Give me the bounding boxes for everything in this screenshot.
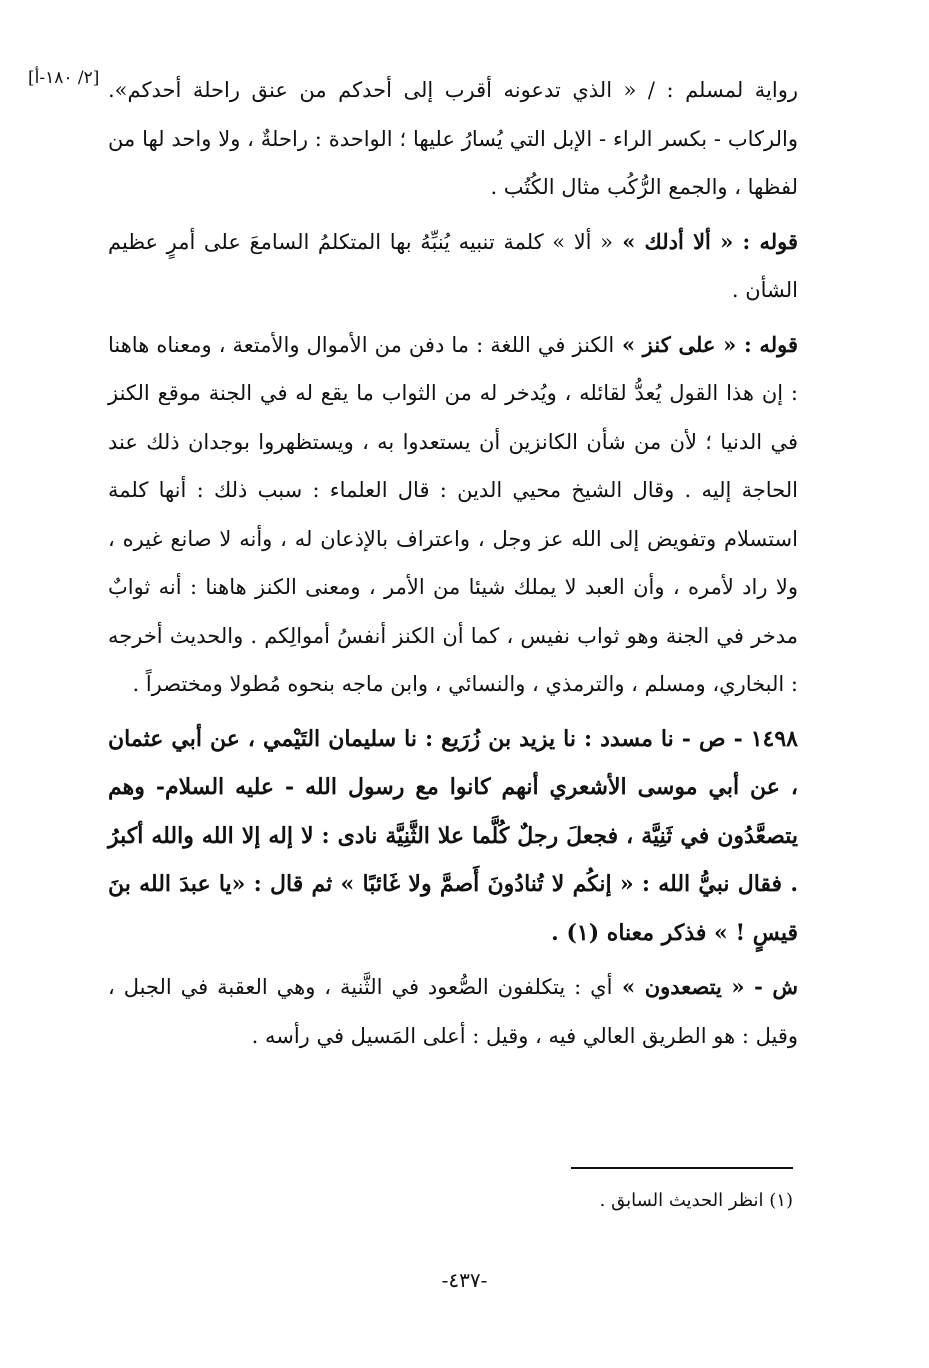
page-body — [108, 66, 798, 1066]
paragraph-text: « ألا » كلمة تنبيه يُنبِّهُ بها المتكلمُ السامعَ على أمرٍ عظيم الشأن . — [108, 229, 798, 302]
hadith-text: ١٤٩٨ - ص - نا مسدد : نا يزيد بن زُرَيع : نا سليمان التَيْمي ، عن أبي عثمان ، عن أبي موسى الأشعري أنهم كانوا مع رسول الله - عليه السلام- وهم يتصعَّدُون في ثَنِيَّة ، فجعلَ رجلٌ كُلَّما علا الثَّنِيَّة نادى : لا إله إلا الله والله أكبرُ . فقال نبيُّ الله : « إنكُم لا تُنادُونَ أَصمَّ ولا غَائبًا » ثم قال : «يا عبدَ الله بنَ قيسٍ ! » فذكر معناه — [108, 725, 798, 946]
paragraph-text: الكنز في اللغة : ما دفن من الأموال والأمتعة ، ومعناه هاهنا : إن هذا القول يُعدُّ لقائله ، ويُدخر له من الثواب ما يقع له في الجنة موقع الكنز في الدنيا ؛ لأن من شأن الكانزين أن يستعدوا به ، ويستظهروا بوجدان ذلك عند الحاجة إليه . وقال الشيخ محيي الدين : قال العلماء : سبب ذلك : أنها كلمة استسلام وتفويض إلى الله عز وجل ، واعتراف بالإذعان له ، وأنه لا صانع غيره ، ولا راد لأمره ، وأن العبد لا يملك شيئا من الأمر ، ومعنى الكنز هاهنا : أنه ثوابٌ مدخر في الجنة وهو ثواب نفيس ، كما أن الكنز أنفسُ أموالِكم . والحديث أخرجه : البخاري، ومسلم ، والترمذي ، والنسائي ، وابن ماجه بنحوه مُطولا ومختصراً . — [108, 332, 798, 696]
hadith-1498 — [108, 715, 798, 958]
paragraph-riwaya — [108, 66, 798, 212]
sharh-lead: ش - « يتصعدون » — [612, 974, 798, 999]
paragraph-lead: قوله : « ألا أدلك » — [612, 228, 798, 254]
manuscript-margin-reference: [٢/ ١٨٠-أ] — [28, 68, 100, 88]
footnote-divider — [571, 1167, 793, 1169]
paragraph-lead: قوله : « على كنز » — [614, 331, 798, 357]
paragraph-ala-kanz — [108, 321, 798, 709]
paragraph-ala-adullukum — [108, 218, 798, 315]
sharh-paragraph — [108, 963, 798, 1060]
footnote-marker: (١) . — [551, 919, 607, 946]
page-number: -٤٣٧- — [441, 1268, 488, 1292]
paragraph-text: رواية لمسلم : / « الذي تدعونه أقرب إلى أحدكم من عنق راحلة أحدكم». والركاب - بكسر الراء - الإبل التي يُسارُ عليها ؛ الواحدة : راحلةٌ ، ولا واحد لها من لفظها ، والجمع الرُّكُب مثال الكُتُب . — [108, 78, 798, 199]
footnote: (١) انظر الحديث السابق . — [599, 1190, 793, 1211]
sharh-text: أي : يتكلفون الصُّعود في الثَّنية ، وهي العقبة في الجبل ، وقيل : هو الطريق العالي فيه ، وقيل : أعلى المَسيل في رأسه . — [108, 975, 798, 1048]
